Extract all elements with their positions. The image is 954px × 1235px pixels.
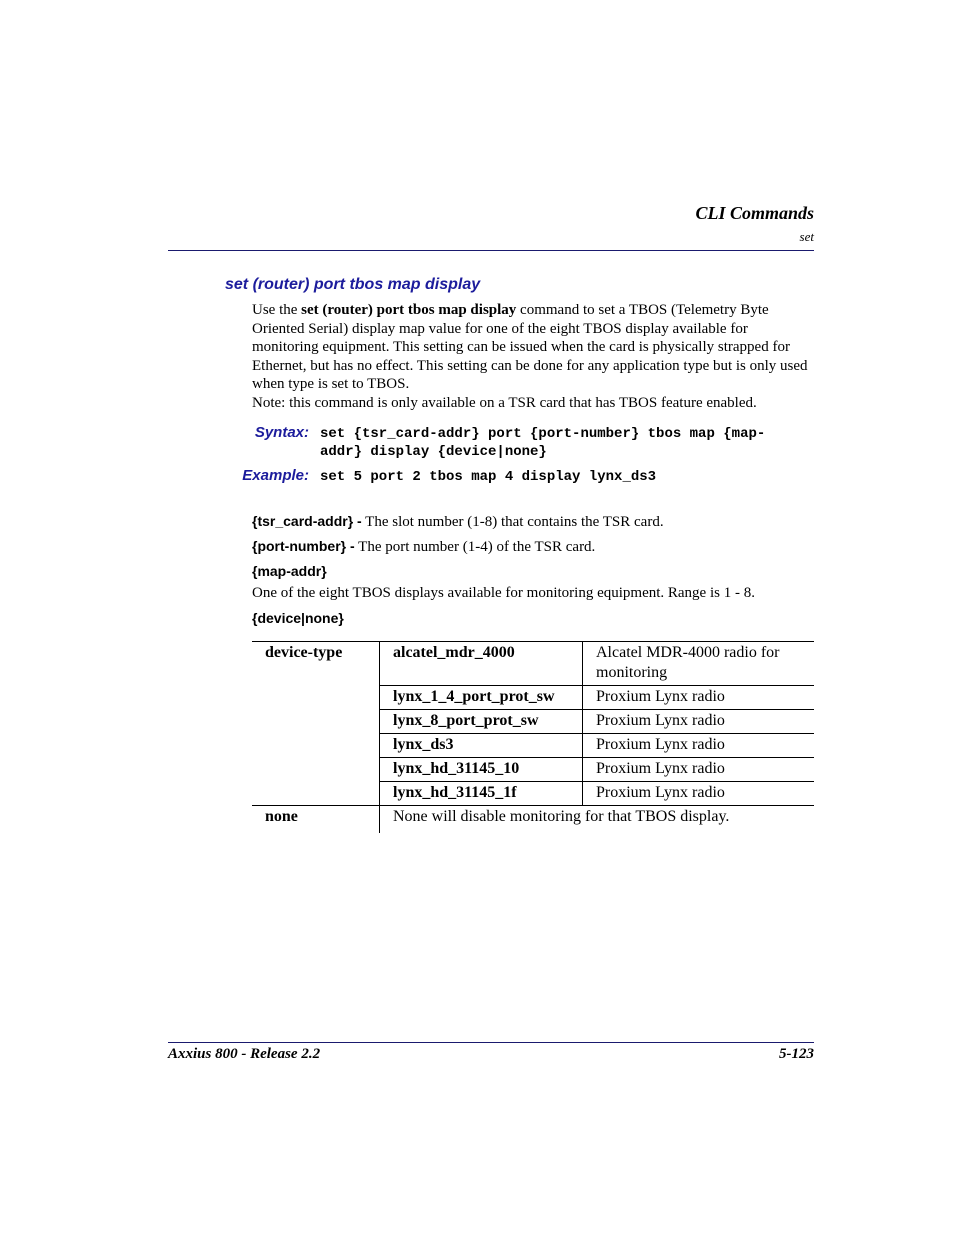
header-title: CLI Commands (695, 203, 814, 223)
param-desc: The slot number (1-8) that contains the TSR card. (361, 514, 664, 530)
param-name: {device|none} (252, 610, 344, 626)
device-desc: Proxium Lynx radio (583, 758, 815, 782)
syntax-label: Syntax: (254, 424, 309, 441)
footer-rule (168, 1042, 814, 1043)
footer-title: Axxius 800 - Release 2.2 (168, 1046, 321, 1062)
device-name: lynx_1_4_port_prot_sw (380, 686, 583, 710)
param-map-addr-desc: One of the eight TBOS displays available for monitoring equipment. Range is 1 - 8. (252, 585, 755, 601)
intro-paragraph (252, 301, 814, 413)
device-desc: Proxium Lynx radio (583, 710, 815, 734)
syntax-line-1: set {tsr_card-addr} port {port-number} tbos map {map- (320, 426, 766, 442)
device-options-table (252, 641, 814, 833)
param-name: {port-number} - (252, 538, 355, 554)
device-type-label: device-type (252, 642, 380, 806)
table-row (252, 642, 814, 686)
example-label: Example: (242, 467, 309, 484)
param-name: {tsr_card-addr} - (252, 513, 362, 529)
header-subtitle: set (799, 229, 814, 244)
intro-post: command to set a TBOS (Telemetry Byte Oriented Serial) display map value for one of the eight TBOS display available for monitoring equipment. This setting can be issued when the card is physically strapped for Ethernet, but has no effect. This setting can be done for any application type but is only used when type is set to TBOS. (252, 302, 808, 393)
syntax-line-2: addr} display {device|none} (320, 444, 547, 460)
param-name: {map-addr} (252, 563, 327, 579)
device-name: alcatel_mdr_4000 (380, 642, 583, 686)
device-name: lynx_ds3 (380, 734, 583, 758)
device-name: lynx_hd_31145_10 (380, 758, 583, 782)
device-name: lynx_hd_31145_1f (380, 782, 583, 806)
param-tsr-card-addr (252, 512, 664, 531)
device-desc: Proxium Lynx radio (583, 734, 815, 758)
none-desc: None will disable monitoring for that TBOS display. (380, 806, 815, 834)
param-port-number (252, 537, 595, 556)
device-desc: Proxium Lynx radio (583, 782, 815, 806)
example-text: set 5 port 2 tbos map 4 display lynx_ds3 (320, 469, 657, 485)
device-name: lynx_8_port_prot_sw (380, 710, 583, 734)
header-rule (168, 250, 814, 251)
intro-note: Note: this command is only available on a TSR card that has TBOS feature enabled. (252, 394, 757, 411)
syntax-text (320, 425, 765, 461)
param-map-addr (252, 562, 327, 581)
intro-pre: Use the (252, 302, 302, 318)
page-number: 5-123 (779, 1046, 814, 1062)
param-device-none (252, 609, 344, 628)
device-desc: Proxium Lynx radio (583, 686, 815, 710)
table-row (252, 806, 814, 834)
section-title: set (router) port tbos map display (225, 276, 481, 293)
param-desc: The port number (1-4) of the TSR card. (354, 539, 596, 555)
intro-command: set (router) port tbos map display (301, 302, 517, 318)
none-label: none (252, 806, 380, 834)
device-desc: Alcatel MDR-4000 radio for monitoring (583, 642, 815, 686)
